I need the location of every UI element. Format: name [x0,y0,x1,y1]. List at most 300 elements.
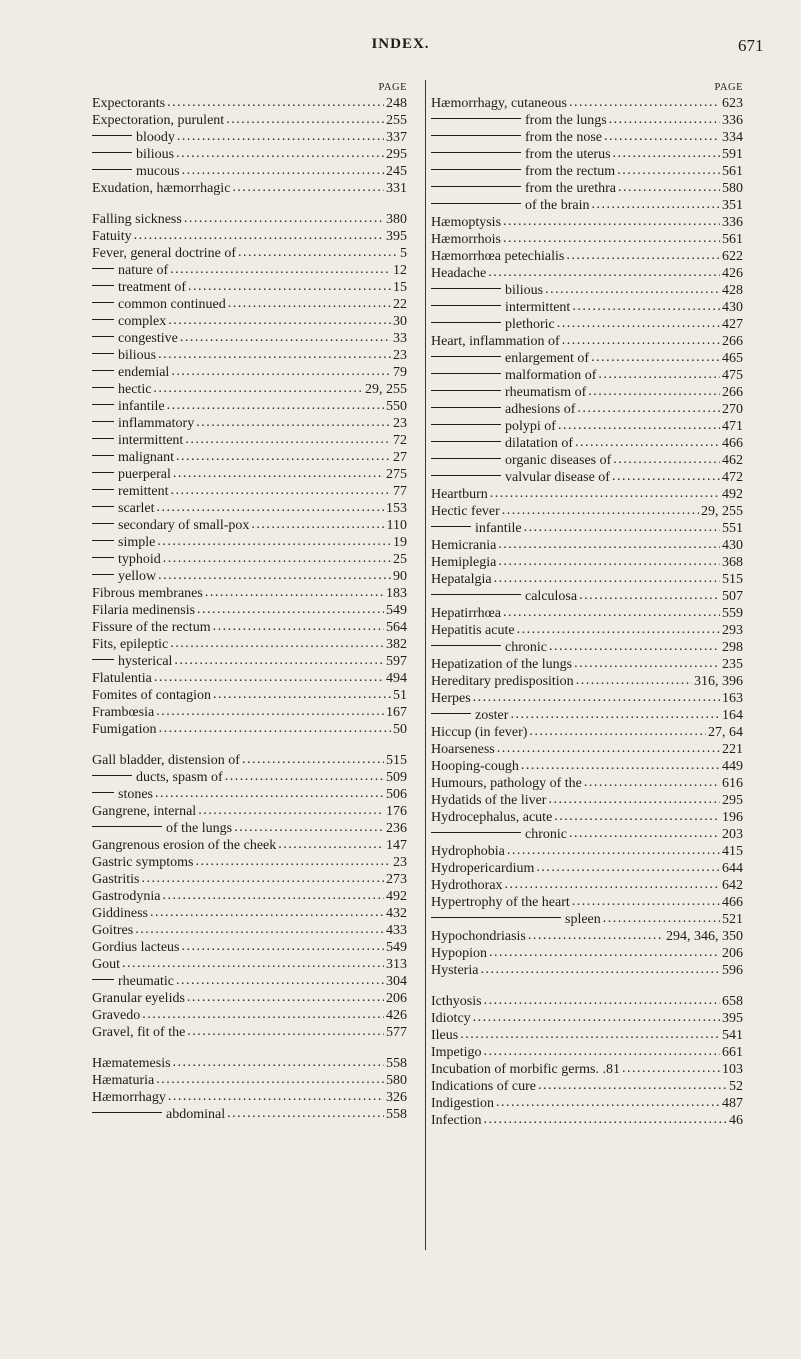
index-entry [431,452,743,469]
ditto-rule [92,404,114,406]
ditto-rule [431,407,501,409]
entry-term: Infection [431,1113,482,1128]
entry-page: 336 [722,113,743,128]
index-entry [431,741,743,758]
entry-page: 515 [386,753,407,768]
leader-dots [168,1088,384,1105]
leader-dots [234,819,384,836]
ditto-rule [92,659,114,661]
entry-page: 515 [722,572,743,587]
index-entry [431,571,743,588]
index-entry [431,1010,743,1027]
entry-term: Indications of cure [431,1079,536,1094]
index-entry [431,1061,743,1078]
leader-dots [232,179,384,196]
entry-term: Gordius lacteus [92,940,180,955]
index-entry [431,129,743,146]
entry-term: simple [118,535,156,550]
entry-page: 591 [722,147,743,162]
leader-dots [490,485,720,502]
leader-dots [155,785,384,802]
entry-term: valvular disease of [505,470,610,485]
ditto-rule [92,523,114,525]
page-column-label: PAGE [714,82,743,93]
leader-dots [156,1071,384,1088]
entry-page: 206 [386,991,407,1006]
index-entry [92,973,407,990]
entry-page: 492 [386,889,407,904]
leader-dots [557,315,720,332]
entry-page: 426 [386,1008,407,1023]
leader-dots [569,825,720,842]
entry-term: infantile [475,521,522,536]
index-entry [92,636,407,653]
ditto-rule [92,353,114,355]
entry-page: 293 [722,623,743,638]
entry-term: Hepatirrhœa [431,606,501,621]
index-entry [92,1024,407,1041]
leader-dots [170,635,384,652]
entry-term: puerperal [118,467,171,482]
leader-dots [584,774,720,791]
leader-dots [176,972,384,989]
ditto-rule [92,438,114,440]
entry-page: 561 [722,232,743,247]
entry-term: dilatation of [505,436,574,451]
ditto-rule [92,152,132,154]
leader-dots [171,363,391,380]
leader-dots [185,431,391,448]
group-gap [92,738,407,752]
entry-term: Heart, inflammation of [431,334,560,349]
leader-dots [577,400,720,417]
ditto-rule [431,373,501,375]
entry-page: 616 [722,776,743,791]
leader-dots [579,587,720,604]
entry-page: 316, 396 [694,674,743,689]
index-entry [431,214,743,231]
entry-page: 164 [722,708,743,723]
ditto-rule [92,387,114,389]
leader-dots [566,247,720,264]
entry-page: 449 [722,759,743,774]
index-entry [92,1072,407,1089]
entry-term: Impetigo [431,1045,482,1060]
leader-dots [184,210,384,227]
entry-term: chronic [505,640,547,655]
leader-dots [158,346,391,363]
leader-dots [460,1026,720,1043]
page-title: INDEX. [371,36,430,52]
leader-dots [613,145,720,162]
entry-term: Gangrenous erosion of the cheek [92,838,277,853]
leader-dots [538,1077,727,1094]
entry-term: Hydrocephalus, acute [431,810,553,825]
leader-dots [196,414,391,431]
entry-page: 266 [722,334,743,349]
entry-term: remittent [118,484,169,499]
entry-term: Idiotcy [431,1011,471,1026]
index-entry [431,1095,743,1112]
index-entry [92,704,407,721]
leader-dots [198,802,384,819]
leader-dots [622,1060,720,1077]
ditto-rule [92,574,114,576]
index-entry [92,432,407,449]
leader-dots [162,887,384,904]
index-entry [431,333,743,350]
leader-dots [150,904,384,921]
entry-page: 564 [386,620,407,635]
index-entry [92,296,407,313]
leader-dots [562,332,720,349]
index-entry [431,384,743,401]
entry-term: from the lungs [525,113,607,128]
entry-term: zoster [475,708,509,723]
leader-dots [157,499,384,516]
entry-page: 465 [722,351,743,366]
index-entry [92,568,407,585]
entry-page: 90 [393,569,407,584]
ditto-rule [92,421,114,423]
entry-term: Gastritis [92,872,140,887]
entry-term: Gout [92,957,120,972]
ditto-rule [92,979,114,981]
entry-term: Hemicrania [431,538,497,553]
entry-page: 577 [386,1025,407,1040]
entry-page: 521 [722,912,743,927]
leader-dots [157,533,391,550]
entry-term: bloody [136,130,175,145]
entry-page: 77 [393,484,407,499]
index-entry [92,803,407,820]
leader-dots [529,723,706,740]
entry-page: 395 [722,1011,743,1026]
entry-page: 430 [722,538,743,553]
leader-dots [545,281,720,298]
ditto-rule [431,917,561,919]
index-entry [431,1112,743,1129]
entry-page: 313 [386,957,407,972]
index-entry [92,163,407,180]
leader-dots [480,961,720,978]
entry-term: bilious [505,283,544,298]
entry-term: Hæmorrhagy [92,1090,166,1105]
leader-dots [507,842,720,859]
ditto-rule [92,135,132,137]
index-entry [92,653,407,670]
leader-dots [196,853,392,870]
entry-term: calculosa [525,589,578,604]
leader-dots [489,944,720,961]
index-entry [431,690,743,707]
leader-dots [278,836,384,853]
leader-dots [226,111,384,128]
index-entry [431,367,743,384]
index-entry [431,197,743,214]
ditto-rule [431,305,501,307]
index-entry [431,673,743,690]
right-entries [431,95,743,1129]
leader-dots [502,502,699,519]
leader-dots [488,264,720,281]
entry-page: 304 [386,974,407,989]
ditto-rule [92,472,114,474]
entry-page: 12 [393,263,407,278]
entry-page: 23 [393,348,407,363]
leader-dots [498,553,720,570]
entry-page: 551 [722,521,743,536]
ditto-rule [431,356,501,358]
leader-dots [205,584,384,601]
ditto-rule [431,152,521,154]
index-entry [92,1007,407,1024]
entry-page: 153 [386,501,407,516]
ditto-rule [92,540,114,542]
ditto-rule [92,336,114,338]
index-entry [92,112,407,129]
leader-dots [213,618,384,635]
index-entry [92,466,407,483]
entry-term: Hectic fever [431,504,500,519]
entry-term: hysterical [118,654,173,669]
entry-term: bilious [136,147,175,162]
index-entry [431,792,743,809]
leader-dots [576,672,692,689]
index-entry [431,758,743,775]
entry-page: 351 [722,198,743,213]
entry-page: 72 [393,433,407,448]
group-gap [431,979,743,993]
entry-term: organic diseases of [505,453,612,468]
entry-page: 597 [386,654,407,669]
entry-term: Incubation of morbific germs. .81 [431,1062,620,1077]
entry-page: 176 [386,804,407,819]
index-entry [431,928,743,945]
leader-dots [494,570,720,587]
entry-term: Flatulentia [92,671,152,686]
leader-dots [153,380,363,397]
entry-page: 245 [386,164,407,179]
index-entry [431,605,743,622]
leader-dots [170,261,391,278]
ditto-rule [431,713,471,715]
entry-page: 221 [722,742,743,757]
entry-term: mucous [136,164,180,179]
leader-dots [554,808,720,825]
entry-page: 430 [722,300,743,315]
leader-dots [227,1105,384,1122]
leader-dots [173,1054,384,1071]
index-entry [92,551,407,568]
leader-dots [604,128,720,145]
index-entry [92,1106,407,1123]
index-entry [431,656,743,673]
leader-dots [167,94,384,111]
index-entry [92,180,407,197]
entry-page: 580 [722,181,743,196]
index-entry [431,554,743,571]
entry-page: 432 [386,906,407,921]
entry-page: 23 [393,416,407,431]
leader-dots [163,550,391,567]
index-entry [92,956,407,973]
entry-term: congestive [118,331,178,346]
index-entry [431,469,743,486]
leader-dots [524,519,720,536]
entry-term: ducts, spasm of [136,770,223,785]
entry-page: 336 [722,215,743,230]
index-entry [431,401,743,418]
leader-dots [228,295,391,312]
ditto-rule [92,506,114,508]
ditto-rule [92,370,114,372]
leader-dots [592,196,720,213]
ditto-rule [431,832,521,834]
index-entry [92,262,407,279]
entry-term: Hepatization of the lungs [431,657,573,672]
index-entry [92,483,407,500]
entry-page: 506 [386,787,407,802]
leader-dots [498,536,720,553]
ditto-rule [92,489,114,491]
index-entry [431,1044,743,1061]
entry-term: intermittent [118,433,184,448]
ditto-rule [431,322,501,324]
index-entry [92,449,407,466]
entry-term: Hypertrophy of the heart [431,895,570,910]
index-entry [92,500,407,517]
leader-dots [591,349,720,366]
entry-page: 46 [729,1113,743,1128]
entry-page: 236 [386,821,407,836]
leader-dots [517,621,720,638]
index-entry [431,962,743,979]
entry-page: 487 [722,1096,743,1111]
leader-dots [572,893,720,910]
entry-page: 559 [722,606,743,621]
index-entry [431,894,743,911]
ditto-rule [431,118,521,120]
index-entry [92,721,407,738]
leader-dots [613,451,720,468]
entry-page: 462 [722,453,743,468]
entry-term: Fever, general doctrine of [92,246,237,261]
entry-page: 368 [722,555,743,570]
leader-dots [158,567,391,584]
entry-term: rheumatism of [505,385,587,400]
entry-page: 294, 346, 350 [666,929,743,944]
entry-term: Hooping-cough [431,759,519,774]
entry-page: 79 [393,365,407,380]
entry-term: Fatuity [92,229,132,244]
ditto-rule [431,135,521,137]
leader-dots [134,227,384,244]
entry-page: 25 [393,552,407,567]
entry-term: spleen [565,912,601,927]
index-entry [431,1078,743,1095]
entry-page: 494 [386,671,407,686]
entry-page: 550 [386,399,407,414]
ditto-rule [92,1112,162,1114]
index-entry [431,622,743,639]
right-column [425,80,743,1250]
entry-term: hectic [118,382,152,397]
entry-term: intermittent [505,300,571,315]
entry-page: 295 [722,793,743,808]
ditto-rule [92,557,114,559]
ditto-rule [431,526,471,528]
leader-dots [197,601,384,618]
entry-page: 298 [722,640,743,655]
index-entry [92,1089,407,1106]
leader-dots [496,1094,720,1111]
entry-page: 29, 255 [701,504,743,519]
ditto-rule [92,302,114,304]
entry-page: 5 [400,246,407,261]
entry-page: 52 [729,1079,743,1094]
index-entry [431,639,743,656]
entry-page: 492 [722,487,743,502]
index-entry [431,282,743,299]
leader-dots [575,434,720,451]
entry-page: 558 [386,1056,407,1071]
leader-dots [549,638,720,655]
index-entry [431,163,743,180]
entry-term: from the nose [525,130,602,145]
entry-term: Hypopion [431,946,487,961]
entry-page: 248 [386,96,407,111]
index-entry [92,129,407,146]
entry-page: 466 [722,895,743,910]
index-entry [431,588,743,605]
ditto-rule [431,441,501,443]
entry-page: 331 [386,181,407,196]
entry-term: typhoid [118,552,161,567]
index-entry [92,939,407,956]
entry-page: 23 [393,855,407,870]
leader-dots [473,1009,720,1026]
index-entry [431,860,743,877]
entry-page: 415 [722,844,743,859]
entry-page: 561 [722,164,743,179]
leader-dots [484,1043,720,1060]
entry-page: 475 [722,368,743,383]
group-gap [92,197,407,211]
ditto-rule [92,169,132,171]
index-entry [92,752,407,769]
leader-dots [503,604,720,621]
index-entry [92,330,407,347]
ditto-rule [431,390,501,392]
entry-term: Hypochondriasis [431,929,526,944]
ditto-rule [92,268,114,270]
index-entry [92,786,407,803]
index-entry [431,993,743,1010]
leader-dots [598,366,720,383]
entry-page: 103 [722,1062,743,1077]
leader-dots [188,278,391,295]
leader-dots [174,652,384,669]
page-column-label: PAGE [378,82,407,93]
ditto-rule [92,455,114,457]
entry-page: 33 [393,331,407,346]
leader-dots [574,655,720,672]
entry-term: Gall bladder, distension of [92,753,240,768]
entry-page: 658 [722,994,743,1009]
leader-dots [572,298,720,315]
leader-dots [473,689,720,706]
